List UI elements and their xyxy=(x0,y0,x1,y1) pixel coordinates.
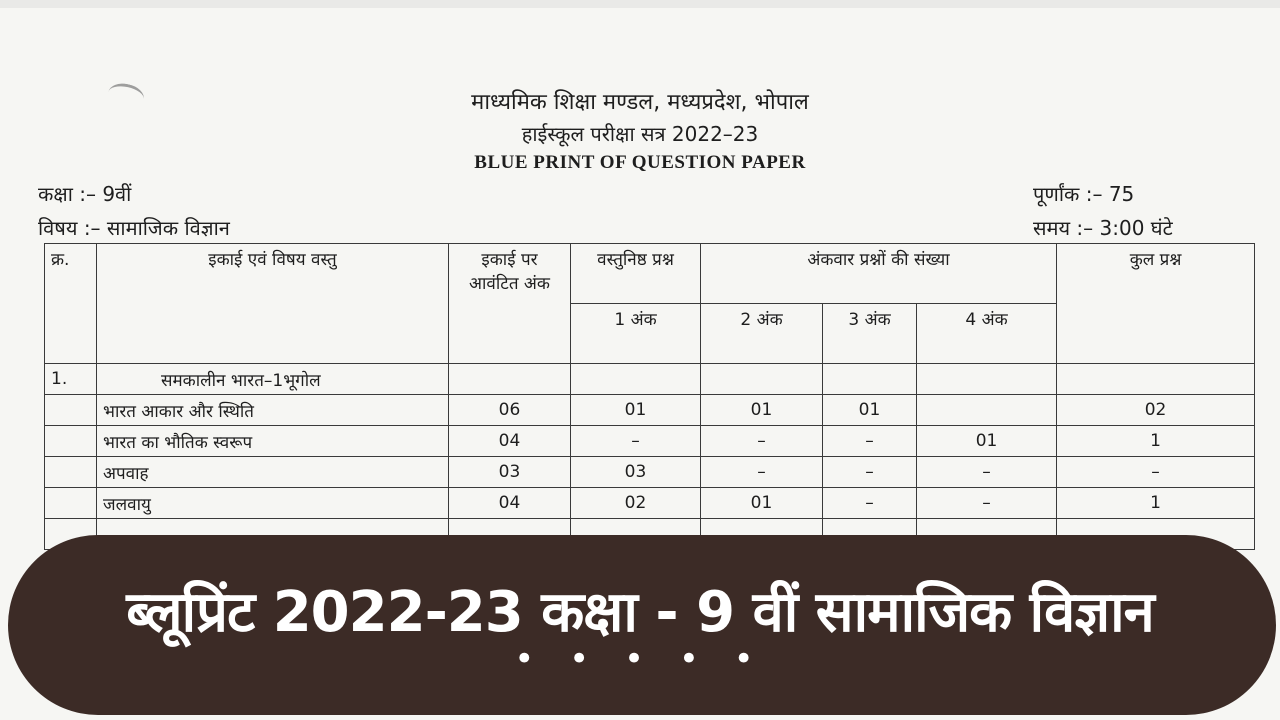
allotted-cell: 04 xyxy=(449,426,571,457)
mark4-cell: 01 xyxy=(917,426,1057,457)
mark1-cell: 01 xyxy=(571,395,701,426)
mark3-cell: – xyxy=(823,488,917,519)
table-row xyxy=(45,426,1255,457)
blueprint-table xyxy=(44,243,1255,550)
section-serial: 1. xyxy=(45,364,97,395)
mark3-cell: – xyxy=(823,457,917,488)
header-4-mark: 4 अंक xyxy=(917,304,1057,364)
mark1-cell: 03 xyxy=(571,457,701,488)
banner-dots: • • • • • xyxy=(514,639,766,679)
total-marks-label: पूर्णांक :– 75 xyxy=(1033,182,1135,206)
document-title: BLUE PRINT OF QUESTION PAPER xyxy=(474,152,806,173)
topic-cell: भारत का भौतिक स्वरूप xyxy=(97,426,449,457)
table-row xyxy=(45,395,1255,426)
total-cell: 02 xyxy=(1057,395,1255,426)
section-row xyxy=(45,364,1255,395)
board-name: माध्यमिक शिक्षा मण्डल, मध्यप्रदेश, भोपाल xyxy=(471,90,809,115)
mark3-cell: 01 xyxy=(823,395,917,426)
header-1-mark: 1 अंक xyxy=(571,304,701,364)
mark4-cell: – xyxy=(917,457,1057,488)
topic-cell: भारत आकार और स्थिति xyxy=(97,395,449,426)
header-markwise: अंकवार प्रश्नों की संख्या xyxy=(701,244,1057,304)
mark4-cell: – xyxy=(917,488,1057,519)
exam-session: हाईस्कूल परीक्षा सत्र 2022–23 xyxy=(521,122,759,146)
mark2-cell: 01 xyxy=(701,488,823,519)
mark1-cell: – xyxy=(571,426,701,457)
mark2-cell: – xyxy=(701,426,823,457)
mark4-cell xyxy=(917,395,1057,426)
banner-title: ब्लूप्रिंट 2022-23 कक्षा - 9 वीं सामाजिक विज्ञान xyxy=(126,580,1154,645)
mark2-cell: – xyxy=(701,457,823,488)
header-objective: वस्तुनिष्ठ प्रश्न xyxy=(571,244,701,304)
header-serial: क्र. xyxy=(45,244,97,364)
total-cell: 1 xyxy=(1057,426,1255,457)
section-name: समकालीन भारत–1भूगोल xyxy=(97,364,449,395)
header-total: कुल प्रश्न xyxy=(1057,244,1255,364)
table-row xyxy=(45,488,1255,519)
topic-cell: जलवायु xyxy=(97,488,449,519)
header-unit: इकाई एवं विषय वस्तु xyxy=(97,244,449,364)
class-label: कक्षा :– 9वीं xyxy=(38,182,132,206)
header-3-mark: 3 अंक xyxy=(823,304,917,364)
mark3-cell: – xyxy=(823,426,917,457)
subject-label: विषय :– सामाजिक विज्ञान xyxy=(38,216,230,240)
allotted-cell: 06 xyxy=(449,395,571,426)
topic-cell: अपवाह xyxy=(97,457,449,488)
total-cell: 1 xyxy=(1057,488,1255,519)
table-row xyxy=(45,457,1255,488)
mark2-cell: 01 xyxy=(701,395,823,426)
mark1-cell: 02 xyxy=(571,488,701,519)
header-allotted: इकाई पर आवंटित अंक xyxy=(449,244,571,364)
total-cell: – xyxy=(1057,457,1255,488)
allotted-cell: 04 xyxy=(449,488,571,519)
header-2-mark: 2 अंक xyxy=(701,304,823,364)
allotted-cell: 03 xyxy=(449,457,571,488)
time-label: समय :– 3:00 घंटे xyxy=(1033,216,1173,240)
